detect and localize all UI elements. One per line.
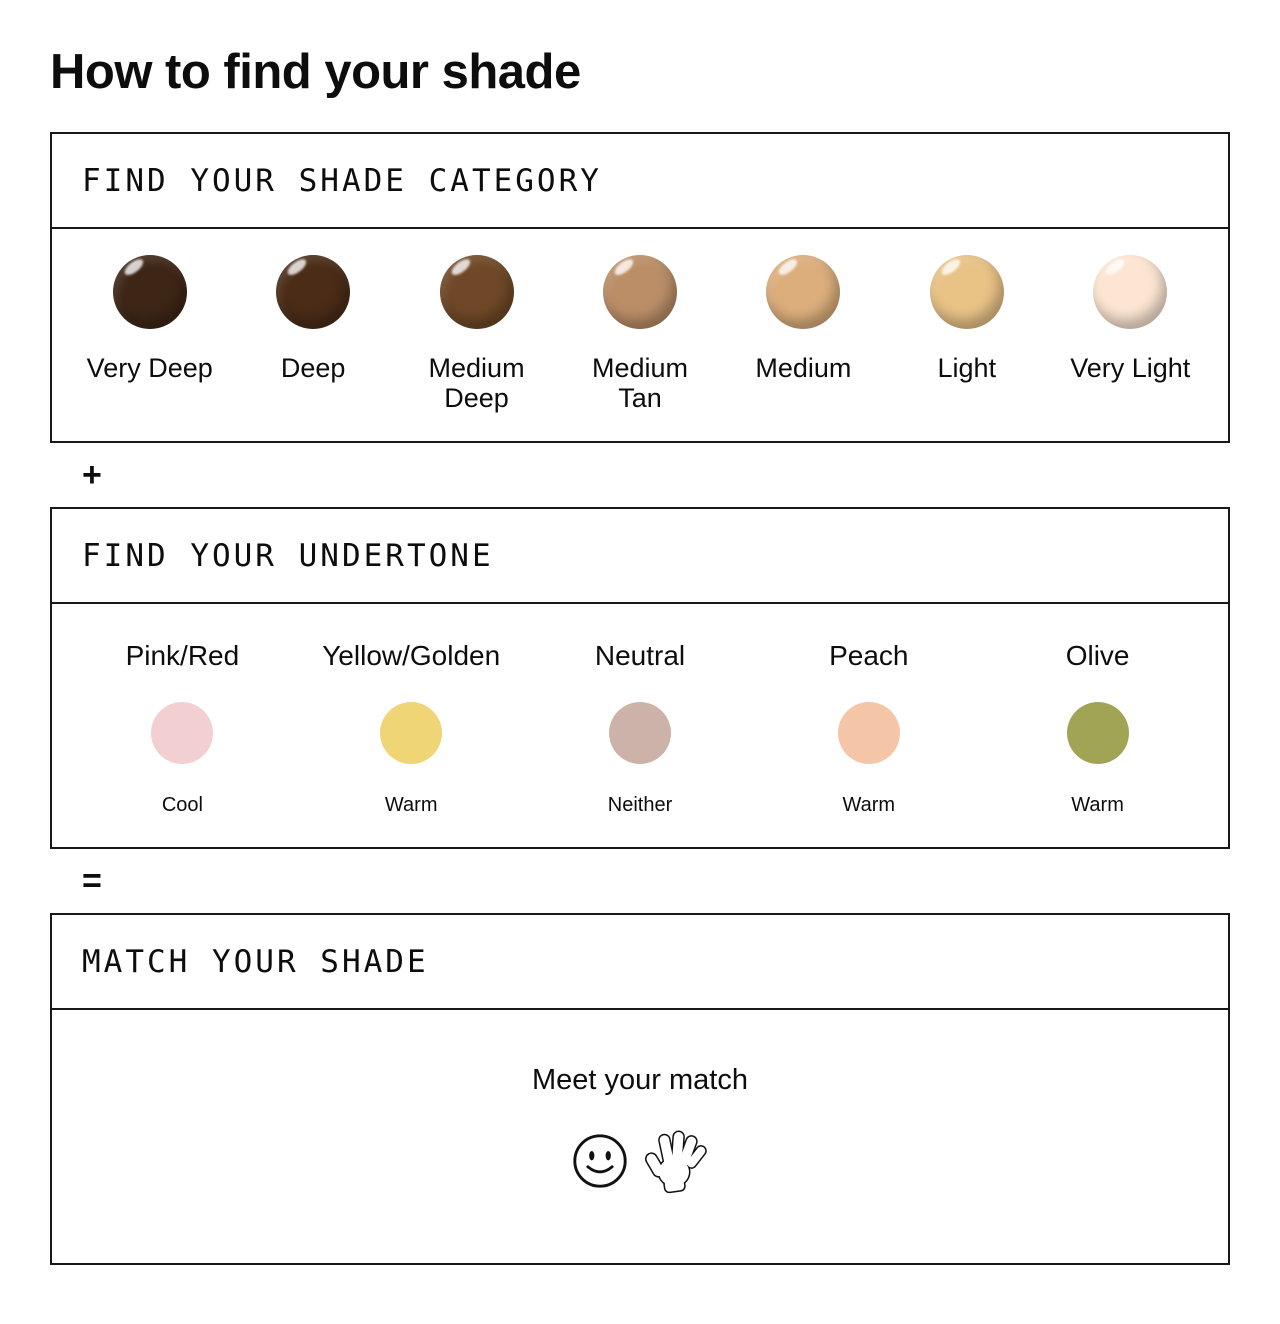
waving-hand-icon xyxy=(644,1127,712,1195)
undertone-temperature: Neither xyxy=(607,794,673,817)
undertone-swatch-pink-red xyxy=(151,702,213,764)
shade-category-item-medium-tan xyxy=(558,255,721,413)
undertone-item-olive xyxy=(983,640,1212,817)
undertone-temperature: Warm xyxy=(384,794,438,817)
match-message: Meet your match xyxy=(532,1064,748,1097)
undertone-item-yellow-golden xyxy=(297,640,526,817)
shade-category-item-medium-deep xyxy=(395,255,558,413)
undertone-item-neutral xyxy=(526,640,755,817)
shade-guide xyxy=(0,44,1280,1265)
shade-swatch-label: Medium xyxy=(755,353,852,383)
undertone-swatch-peach xyxy=(838,702,900,764)
equals-operator: = xyxy=(82,862,102,901)
plus-operator: + xyxy=(82,456,102,495)
shade-category-section xyxy=(50,132,1230,443)
undertone-label: Yellow/Golden xyxy=(322,640,501,672)
undertone-header: FIND YOUR UNDERTONE xyxy=(52,509,1228,604)
shade-category-header: FIND YOUR SHADE CATEGORY xyxy=(52,134,1228,229)
undertone-label: Peach xyxy=(829,640,909,672)
undertone-section xyxy=(50,507,1230,849)
shade-category-item-deep xyxy=(231,255,394,413)
undertone-swatch-yellow-golden xyxy=(380,702,442,764)
undertone-temperature: Cool xyxy=(161,794,203,817)
match-section xyxy=(50,913,1230,1265)
undertone-temperature: Warm xyxy=(842,794,896,817)
smiley-icon xyxy=(569,1130,631,1192)
shade-category-item-medium xyxy=(722,255,885,413)
shade-swatch-very-deep xyxy=(113,255,187,329)
shade-swatch-label: Very Deep xyxy=(86,353,213,383)
shade-swatch-very-light xyxy=(1093,255,1167,329)
shade-swatch-medium-tan xyxy=(603,255,677,329)
undertone-swatch-row xyxy=(52,604,1228,847)
undertone-swatch-neutral xyxy=(609,702,671,764)
page-title: How to find your shade xyxy=(50,45,581,99)
shade-swatch-deep xyxy=(276,255,350,329)
undertone-item-pink-red xyxy=(68,640,297,817)
shade-swatch-label: Medium Deep xyxy=(428,353,525,414)
shade-swatch-medium xyxy=(766,255,840,329)
undertone-label: Olive xyxy=(1065,640,1130,672)
shade-category-item-very-light xyxy=(1049,255,1212,413)
shade-swatch-label: Deep xyxy=(280,353,346,383)
shade-swatch-medium-deep xyxy=(440,255,514,329)
undertone-label: Neutral xyxy=(594,640,686,672)
shade-swatch-label: Very Light xyxy=(1070,353,1191,383)
shade-category-item-light xyxy=(885,255,1048,413)
undertone-label: Pink/Red xyxy=(125,640,240,672)
shade-swatch-label: Light xyxy=(937,353,997,383)
shade-swatch-light xyxy=(930,255,1004,329)
undertone-temperature: Warm xyxy=(1071,794,1124,817)
match-body xyxy=(52,1010,1228,1263)
undertone-item-peach xyxy=(754,640,983,817)
undertone-swatch-olive xyxy=(1067,702,1129,764)
shade-category-item-very-deep xyxy=(68,255,231,413)
match-icons xyxy=(569,1127,712,1195)
shade-swatch-label: Medium Tan xyxy=(591,353,688,414)
match-header: MATCH YOUR SHADE xyxy=(52,915,1228,1010)
shade-category-swatch-row xyxy=(52,229,1228,441)
